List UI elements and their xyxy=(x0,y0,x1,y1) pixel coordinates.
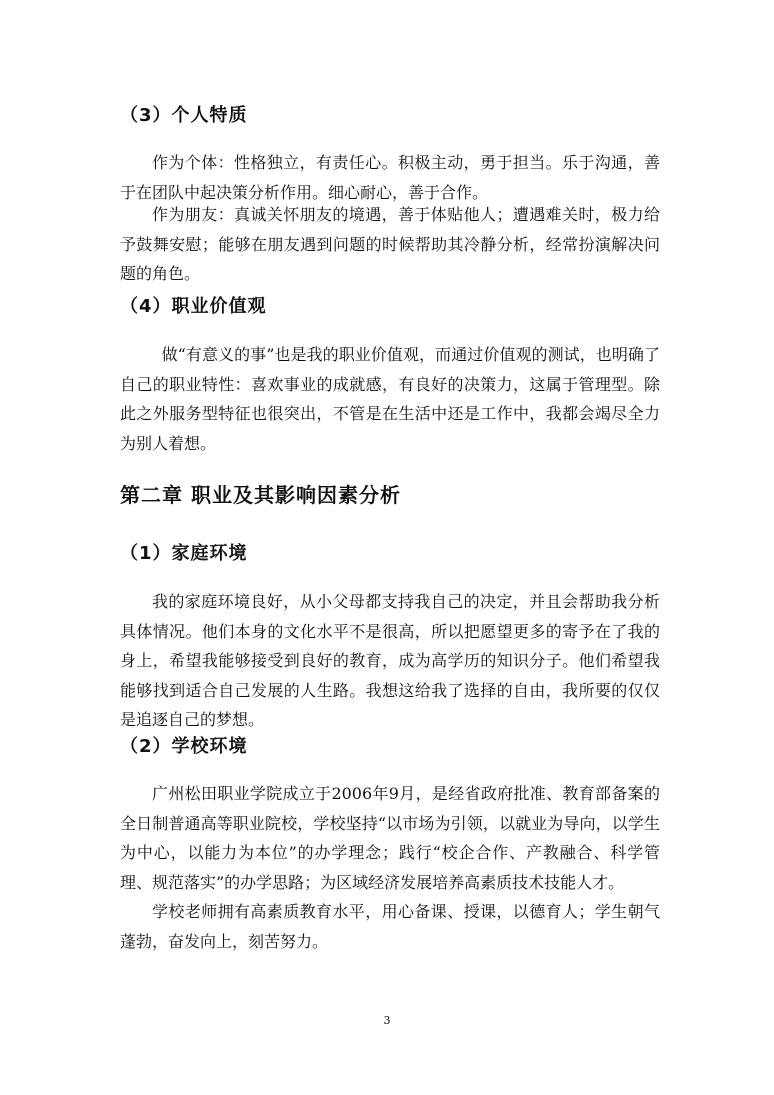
section-heading-career-values: （4）职业价值观 xyxy=(120,296,267,317)
page-number: 3 xyxy=(383,1014,391,1027)
section-heading-personal-traits: （3）个人特质 xyxy=(120,105,248,126)
paragraph-school-teachers: 学校老师拥有高素质教育水平，用心备课、授课，以德育人；学生朝气蓬勃，奋发向上，刻苦努力。 xyxy=(120,902,660,951)
section-heading-family: （1）家庭环境 xyxy=(120,543,248,564)
paragraph-as-individual: 作为个体：性格独立，有责任心。积极主动，勇于担当。乐于沟通，善于在团队中起决策分析作用。细心耐心，善于合作。 xyxy=(120,153,660,202)
paragraph-family-environment: 我的家庭环境良好，从小父母都支持我自己的决定，并且会帮助我分析具体情况。他们本身的文化水平不是很高，所以把愿望更多的寄予在了我的身上，希望我能够接受到良好的教育，成为高学历的知识分子。他们希望我能够找到适合自己发展的人生路。我想这给我了选择的自由，我所要的仅仅是追逐自己的梦想。 xyxy=(120,592,660,729)
chapter-title: 第二章 职业及其影响因素分析 xyxy=(120,483,401,507)
paragraph-as-friend: 作为朋友：真诚关怀朋友的境遇，善于体贴他人；遭遇难关时，极力给予鼓舞安慰；能够在朋友遇到问题的时候帮助其冷静分析，经常扮演解决问题的角色。 xyxy=(120,205,660,283)
section-heading-school: （2）学校环境 xyxy=(120,736,248,757)
paragraph-school-intro: 广州松田职业学院成立于2006年9月，是经省政府批准、教育部备案的全日制普通高等职业院校，学校坚持“以市场为引领，以就业为导向，以学生为中心，以能力为本位”的办学理念；践行“校企合作、产教融合、科学管理、规范落实”的办学思路；为区域经济发展培养高素质技术技能人才。 xyxy=(120,784,660,892)
paragraph-career-values: 做“有意义的事”也是我的职业价值观，而通过价值观的测试，也明确了自己的职业特性：喜欢事业的成就感，有良好的决策力，这属于管理型。除此之外服务型特征也很突出，不管是在生活中还是工作中，我都会竭尽全力为别人着想。 xyxy=(120,345,660,453)
